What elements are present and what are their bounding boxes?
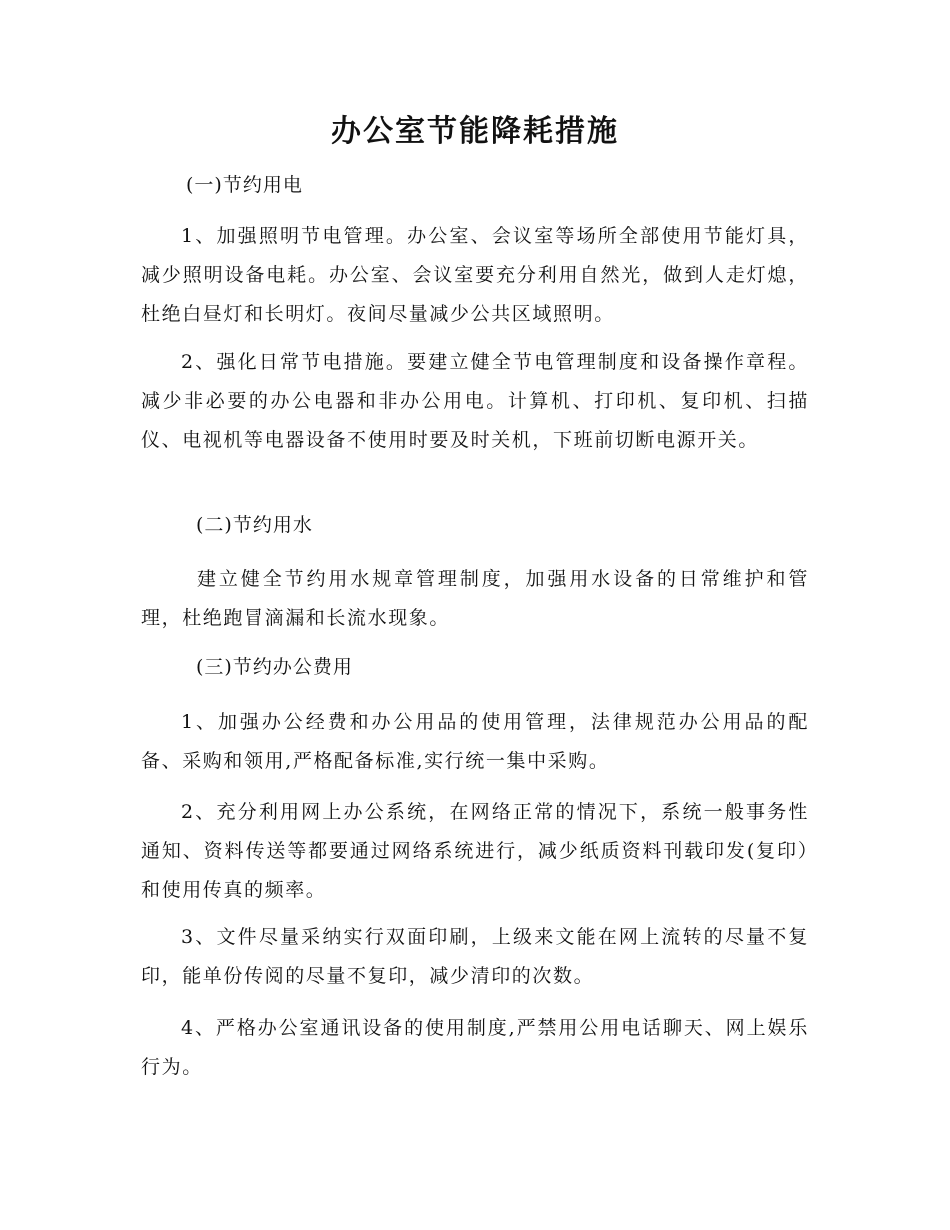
paragraph-telecom-rules: 4、严格办公室通讯设备的使用制度,严禁用公用电话聊天、网上娱乐行为。	[141, 1017, 809, 1078]
paragraph-lighting: 1、加强照明节电管理。办公室、会议室等场所全部使用节能灯具，减少照明设备电耗。办公室、会议室要充分利用自然光，做到人走灯熄，杜绝白昼灯和长明灯。夜间尽量减少公共区域照明。	[141, 225, 809, 325]
section-heading-water: (二)节约用水	[196, 514, 313, 536]
paragraph-online-office: 2、充分利用网上办公系统，在网络正常的情况下，系统一般事务性通知、资料传送等都要通过网络系统进行，减少纸质资料刊载印发(复印）和使用传真的频率。	[141, 801, 809, 901]
paragraph-double-sided-printing: 3、文件尽量采纳实行双面印刷，上级来文能在网上流转的尽量不复印，能单份传阅的尽量不复印，减少清印的次数。	[141, 926, 809, 987]
document-title: 办公室节能降耗措施	[331, 114, 619, 149]
paragraph-daily-power-saving: 2、强化日常节电措施。要建立健全节电管理制度和设备操作章程。减少非必要的办公电器和非办公用电。计算机、打印机、复印机、扫描仪、电视机等电器设备不使用时要及时关机，下班前切断电源开关。	[141, 351, 809, 451]
paragraph-office-supplies: 1、加强办公经费和办公用品的使用管理，法律规范办公用品的配备、采购和领用,严格配备标准,实行统一集中采购。	[141, 711, 809, 772]
section-heading-office-expenses: (三)节约办公费用	[196, 656, 353, 678]
section-heading-electricity: (一)节约用电	[186, 174, 303, 196]
paragraph-water-management: 建立健全节约用水规章管理制度，加强用水设备的日常维护和管理，杜绝跑冒滴漏和长流水现象。	[141, 568, 809, 629]
